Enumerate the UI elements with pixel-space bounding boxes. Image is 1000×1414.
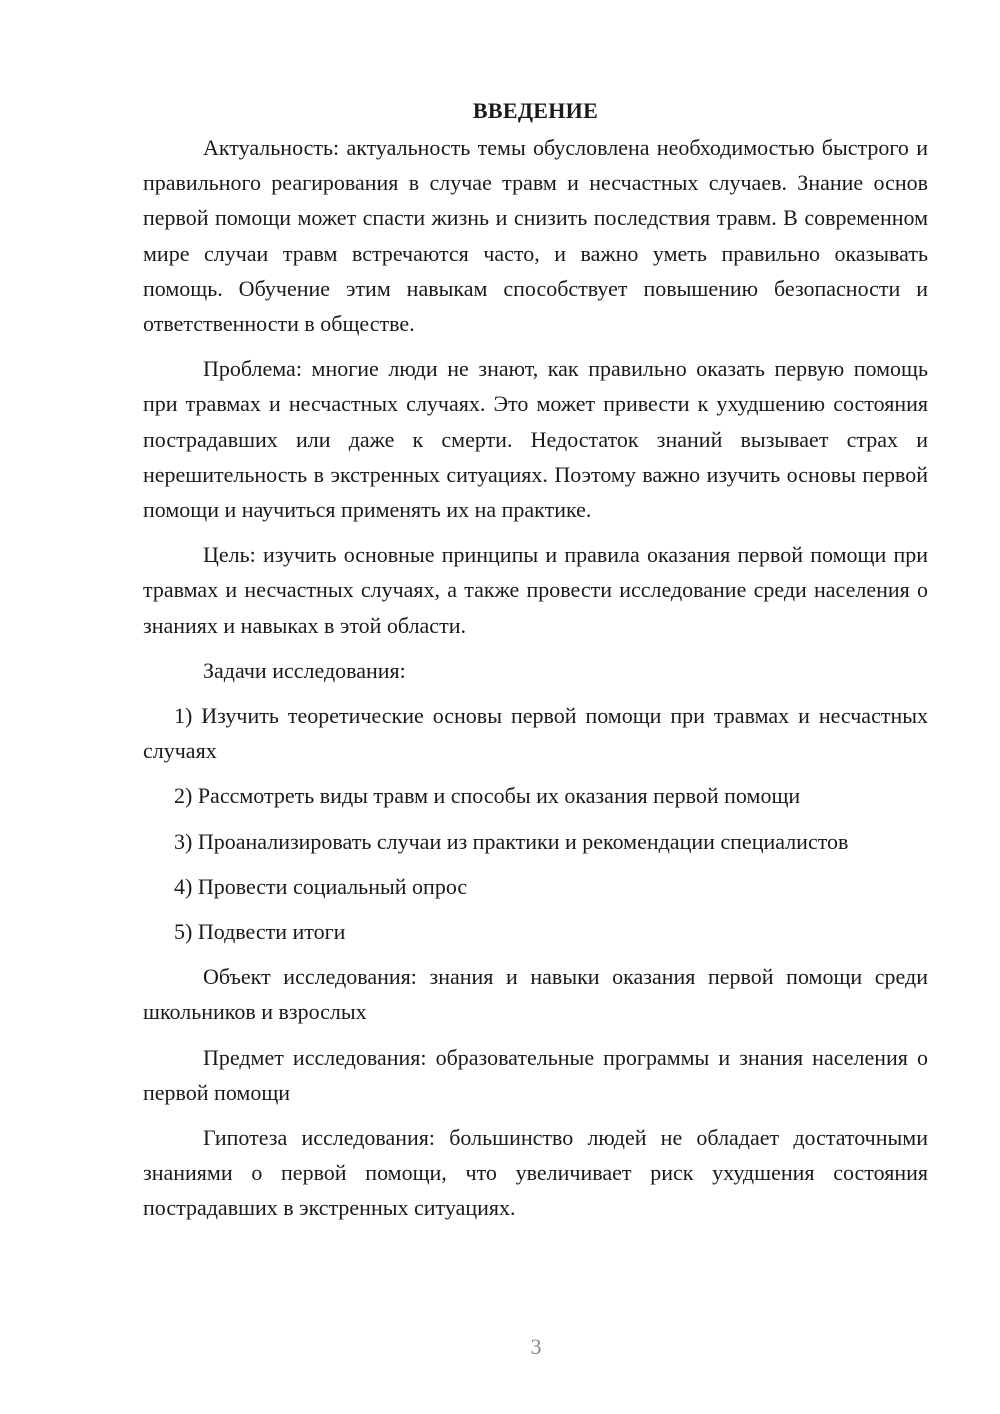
- section-title: ВВЕДЕНИЕ: [472, 98, 599, 123]
- task-item-5: 5) Подвести итоги: [174, 919, 346, 945]
- task-item-4: 4) Провести социальный опрос: [174, 873, 468, 899]
- paragraph-object: Объект исследования: знания и навыки оказания первой помощи среди школьников и взрослых: [143, 964, 928, 1025]
- paragraph-tasks-heading: Задачи исследования:: [203, 657, 406, 683]
- paragraph-relevance: Актуальность: актуальность темы обусловлена необходимостью быстрого и правильного реагирования в случае травм и несчастных случаев. Знание основ первой помощи может спасти жизнь и снизить последствия травм. В современном мире случаи травм встречаются часто, и важно уметь правильно оказывать помощь. Обучение этим навыкам способствует повышению безопасности и ответственности в обществе.: [143, 135, 928, 337]
- document-page: [143, 96, 928, 1236]
- page-number: 3: [530, 1334, 542, 1359]
- task-item-1: 1) Изучить теоретические основы первой помощи при травмах и несчастных случаях: [143, 703, 928, 764]
- task-item-3: 3) Проанализировать случаи из практики и рекомендации специалистов: [174, 828, 849, 854]
- paragraph-subject: Предмет исследования: образовательные программы и знания населения о первой помощи: [143, 1044, 928, 1105]
- paragraph-hypothesis: Гипотеза исследования: большинство людей не обладает достаточными знаниями о первой помощи, что увеличивает риск ухудшения состояния пострадавших в экстренных ситуациях.: [143, 1125, 928, 1221]
- paragraph-goal: Цель: изучить основные принципы и правила оказания первой помощи при травмах и несчастных случаях, а также провести исследование среди населения о знаниях и навыках в этой области.: [143, 542, 928, 638]
- paragraph-problem: Проблема: многие люди не знают, как правильно оказать первую помощь при травмах и несчастных случаях. Это может привести к ухудшению состояния пострадавших или даже к смерти. Недостаток знаний вызывает страх и нерешительность в экстренных ситуациях. Поэтому важно изучить основы первой помощи и научиться применять их на практике.: [143, 356, 928, 523]
- task-item-2: 2) Рассмотреть виды травм и способы их оказания первой помощи: [174, 783, 801, 809]
